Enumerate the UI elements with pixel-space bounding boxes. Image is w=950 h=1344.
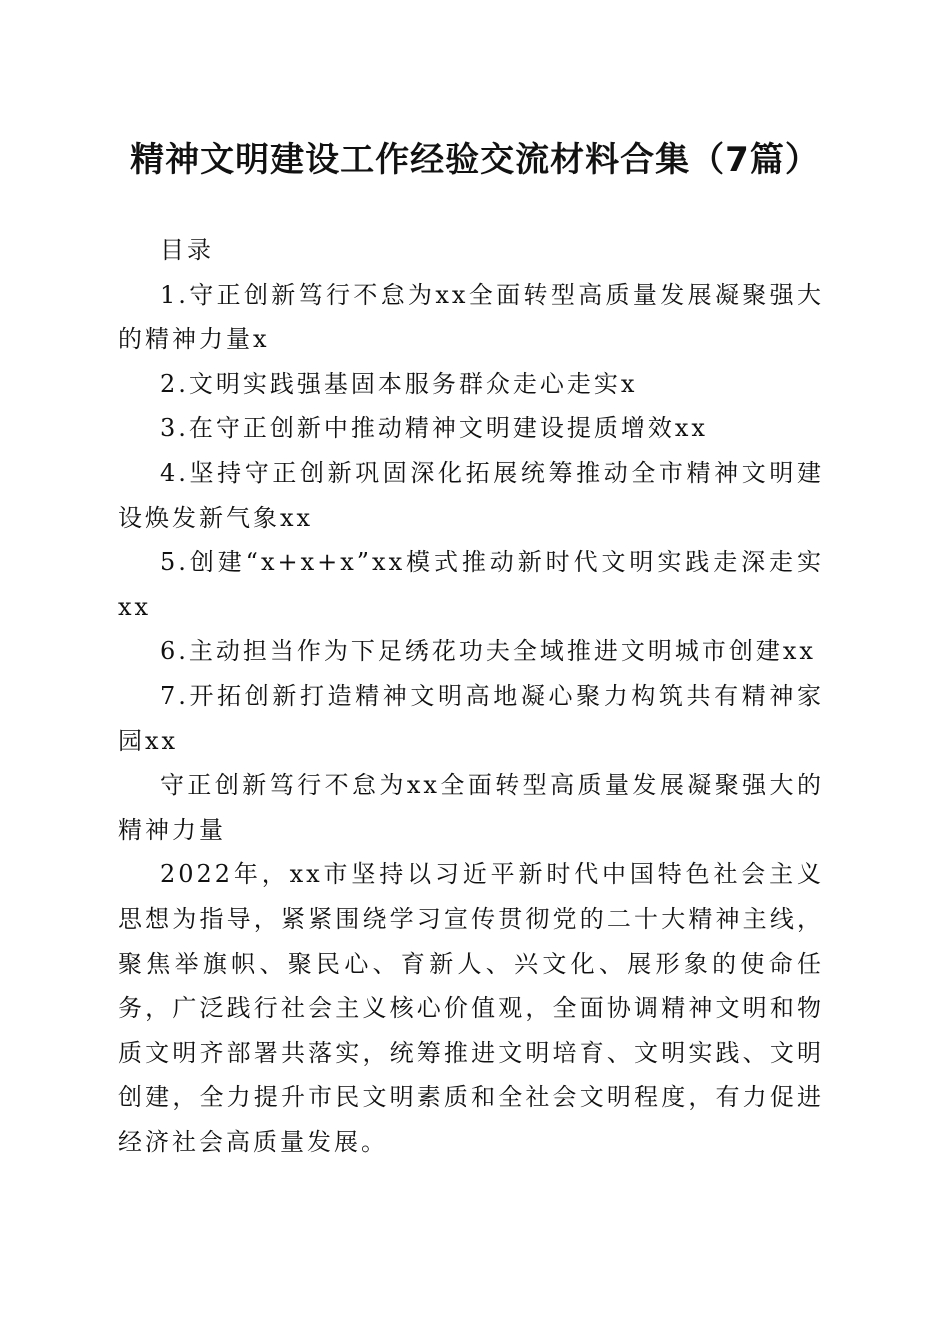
document-body xyxy=(118,228,824,1164)
section-heading: 守正创新笃行不怠为xx全面转型高质量发展凝聚强大的精神力量 xyxy=(118,771,824,844)
document-title: 精神文明建设工作经验交流材料合集（7篇） xyxy=(130,140,820,180)
toc-item: 6.主动担当作为下足绣花功夫全域推进文明城市创建xx xyxy=(160,637,816,666)
body-paragraph: 2022年，xx市坚持以习近平新时代中国特色社会主义思想为指导，紧紧围绕学习宣传贯彻党的二十大精神主线，聚焦举旗帜、聚民心、育新人、兴文化、展形象的使命任务，广泛践行社会主义核心价值观，全面协调精神文明和物质文明齐部署共落实，统筹推进文明培育、文明实践、文明创建，全力提升市民文明素质和全社会文明程度，有力促进经济社会高质量发展。 xyxy=(118,860,824,1156)
toc-item: 5.创建“x+x+x”xx模式推动新时代文明实践走深走实xx xyxy=(118,548,824,621)
toc-item: 3.在守正创新中推动精神文明建设提质增效xx xyxy=(160,414,708,443)
toc-item: 4.坚持守正创新巩固深化拓展统筹推动全市精神文明建设焕发新气象xx xyxy=(118,458,824,532)
toc-item: 1.守正创新笃行不怠为xx全面转型高质量发展凝聚强大的精神力量x xyxy=(118,280,824,354)
toc-heading: 目录 xyxy=(160,236,214,264)
toc-item: 2.文明实践强基固本服务群众走心走实x xyxy=(160,369,638,398)
toc-item: 7.开拓创新打造精神文明高地凝心聚力构筑共有精神家园xx xyxy=(118,681,824,755)
